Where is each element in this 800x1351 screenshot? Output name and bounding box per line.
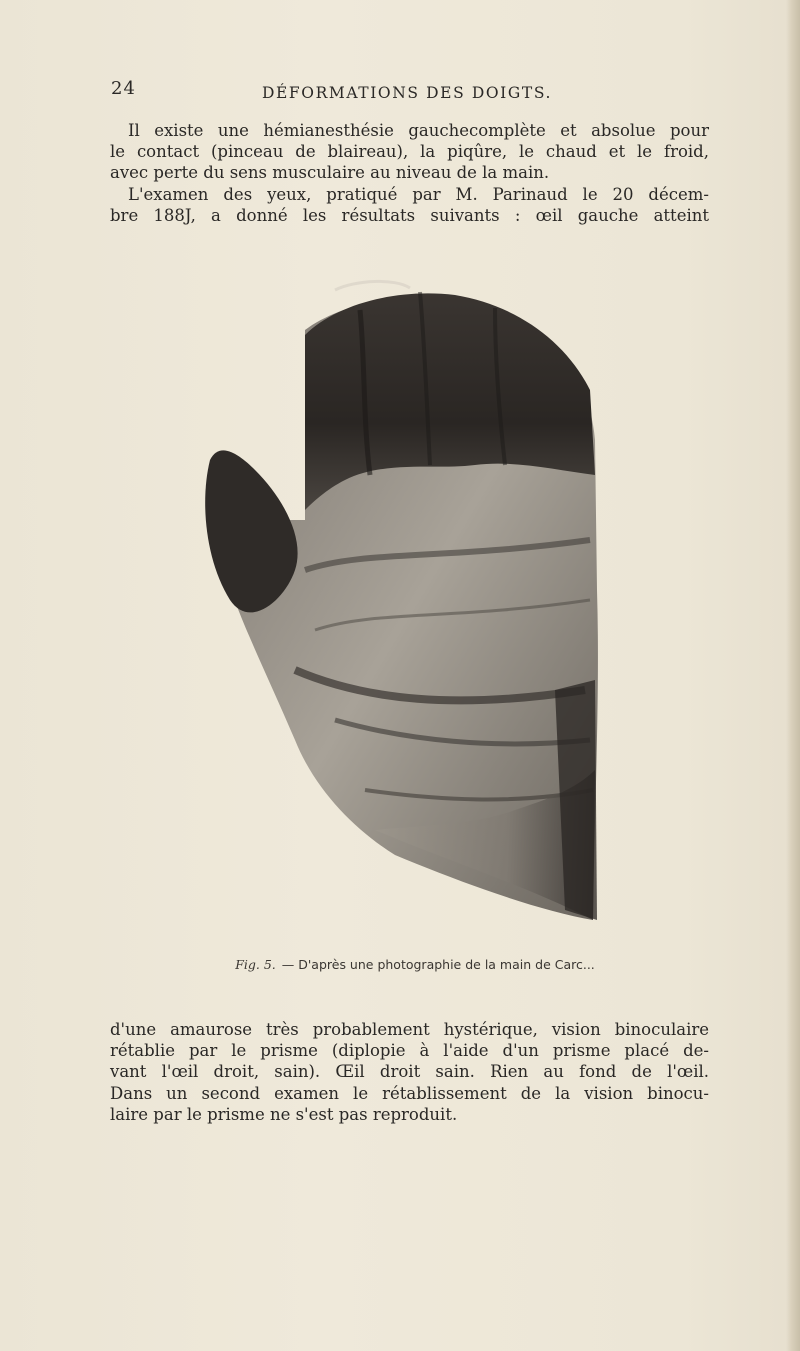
text-line: rétablie par le prisme (diplopie à l'aide d'un prisme placé de- bbox=[110, 1041, 709, 1061]
text-line: Dans un second examen le rétablissement de la vision binocu- bbox=[110, 1083, 709, 1103]
thumb-shape bbox=[205, 450, 297, 612]
text-line: vant l'œil droit, sain). Œil droit sain. Rien au fond de l'œil. bbox=[110, 1062, 709, 1082]
text-line: d'une amaurose très probablement hystérique, vision binoculaire bbox=[110, 1020, 709, 1039]
paragraph-bottom bbox=[110, 1019, 709, 1125]
figure-label: Fig. 5. bbox=[235, 957, 276, 972]
text-line: Il existe une hémianesthésie gauchecomplète et absolue pour bbox=[128, 121, 709, 140]
figure-caption bbox=[0, 957, 800, 972]
figure-caption-text: — D'après une photographie de la main de Carc... bbox=[281, 957, 595, 972]
running-head: DÉFORMATIONS DES DOIGTS. bbox=[261, 84, 553, 102]
paragraph-top bbox=[110, 120, 709, 226]
text-line: avec perte du sens musculaire au niveau de la main. bbox=[110, 163, 550, 183]
text-line: L'examen des yeux, pratiqué par M. Parinaud le 20 décem- bbox=[128, 184, 709, 204]
hand-photograph bbox=[195, 270, 605, 930]
text-line: le contact (pinceau de blaireau), la piqûre, le chaud et le froid, bbox=[110, 142, 709, 162]
page-edge-shadow bbox=[786, 0, 800, 1351]
text-line: bre 188J, a donné les résultats suivants : œil gauche atteint bbox=[110, 205, 709, 225]
text-line: laire par le prisme ne s'est pas reproduit. bbox=[110, 1104, 458, 1124]
page-number: 24 bbox=[111, 78, 136, 99]
